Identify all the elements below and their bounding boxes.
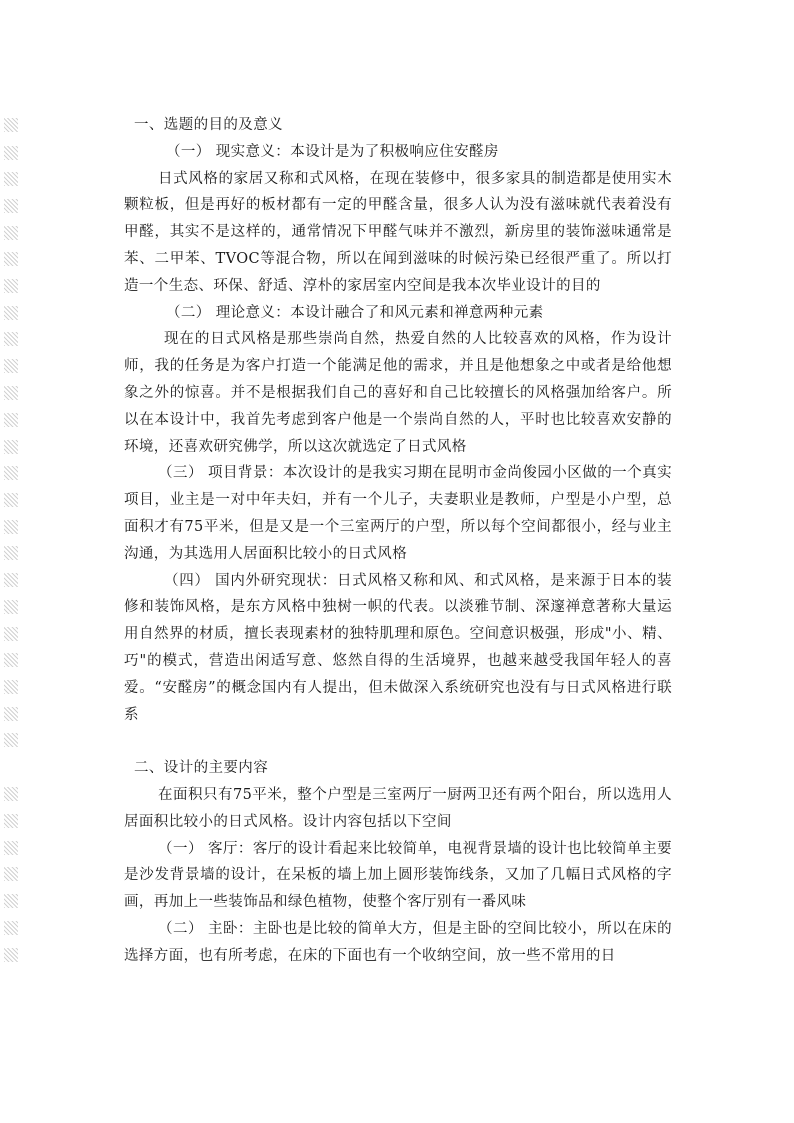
- body-text: [124, 112, 672, 970]
- margin-artifact: [4, 948, 18, 962]
- margin-artifact: [4, 466, 18, 480]
- margin-artifact: [4, 733, 18, 747]
- margin-artifact: [4, 118, 18, 132]
- margin-artifact: [4, 172, 18, 186]
- margin-artifact: [4, 520, 18, 534]
- margin-artifact: [4, 867, 18, 881]
- margin-artifact: [4, 199, 18, 213]
- paragraph: （三） 项目背景：本次设计的是我实习期在昆明市金尚俊园小区做的一个真实项目，业主是一对中年夫妇，并有一个儿子，夫妻职业是教师，户型是小户型，总面积才有75平米，但是又是一个三室两厅的户型，所以每个空间都很小，经与业主沟通，为其选用人居面积比较小的日式风格: [124, 465, 672, 562]
- paragraph: 现在的日式风格是那些崇尚自然，热爱自然的人比较喜欢的风格，作为设计师，我的任务是为客户打造一个能满足他的需求，并且是他想象之中或者是给他想象之外的惊喜。并不是根据我们自己的喜好和自己比较擅长的风格强加给客户。所以在本设计中，我首先考虑到客户他是一个崇尚自然的人，平时也比较喜欢安静的环境，还喜欢研究佛学，所以这次就选定了日式风格: [124, 331, 672, 455]
- paragraph: （四） 国内外研究现状：日式风格又称和风、和式风格，是来源于日本的装修和装饰风格，是东方风格中独树一帜的代表。以淡雅节制、深邃禅意著称大量运用自然界的材质，擅长表现素材的独特肌理和原色。空间意识极强，形成"小、精、巧"的模式，营造出闲适写意、悠然自得的生活境界，也越来越受我国年轻人的喜爱。“安醛房”的概念国内有人提出，但未做深入系统研究也没有与日式风格进行联系: [124, 572, 672, 723]
- margin-artifact: [4, 680, 18, 694]
- margin-artifact: [4, 814, 18, 828]
- margin-artifact: [4, 440, 18, 454]
- margin-artifact: [4, 546, 18, 560]
- paragraph: （一） 客厅：客厅的设计看起来比较简单，电视背景墙的设计也比较简单主要是沙发背景墙的设计，在呆板的墙上加上圆形装饰线条，又加了几幅日式风格的字画，再加上一些装饰品和绿色植物，使整个客厅别有一番风味: [124, 840, 672, 911]
- margin-artifact-strip: [0, 110, 22, 990]
- margin-artifact: [4, 332, 18, 346]
- margin-artifact: [4, 707, 18, 721]
- margin-artifact: [4, 306, 18, 320]
- margin-artifact: [4, 841, 18, 855]
- margin-artifact: [4, 252, 18, 266]
- section-spacer: [124, 728, 672, 755]
- section-heading: 一、选题的目的及意义: [134, 117, 283, 133]
- margin-artifact: [4, 279, 18, 293]
- margin-artifact: [4, 787, 18, 801]
- subsection-heading: （一） 现实意义：本设计是为了积极响应住安醛房: [166, 143, 499, 160]
- margin-artifact: [4, 894, 18, 908]
- margin-artifact: [4, 226, 18, 240]
- subsection-heading: （二） 理论意义：本设计融合了和风元素和禅意两种元素: [166, 304, 544, 321]
- margin-artifact: [4, 146, 18, 160]
- margin-artifact: [4, 359, 18, 373]
- margin-artifact: [4, 653, 18, 667]
- paragraph: 在面积只有75平米，整个户型是三室两厅一厨两卫还有两个阳台，所以选用人居面积比较小的日式风格。设计内容包括以下空间: [124, 786, 672, 830]
- margin-artifact: [4, 493, 18, 507]
- section-heading: 二、设计的主要内容: [134, 760, 269, 777]
- margin-artifact: [4, 573, 18, 587]
- margin-artifact: [4, 413, 18, 427]
- paragraph: （二） 主卧：主卧也是比较的简单大方，但是主卧的空间比较小，所以在床的选择方面，也有所考虑，在床的下面也有一个收纳空间，放一些不常用的日: [124, 920, 672, 964]
- margin-artifact: [4, 600, 18, 614]
- paragraph: 日式风格的家居又称和式风格，在现在装修中，很多家具的制造都是使用实木颗粒板，但是再好的板材都有一定的甲醛含量，很多人认为没有滋味就代表着没有甲醛，其实不是这样的，通常情况下甲醛气味并不激烈，新房里的装饰滋味通常是苯、二甲苯、TVOC等混合物，所以在闻到滋味的时候污染已经很严重了。所以打造一个生态、环保、舒适、淳朴的家居室内空间是我本次毕业设计的目的: [124, 170, 672, 294]
- margin-artifact: [4, 627, 18, 641]
- margin-artifact: [4, 386, 18, 400]
- margin-artifact: [4, 921, 18, 935]
